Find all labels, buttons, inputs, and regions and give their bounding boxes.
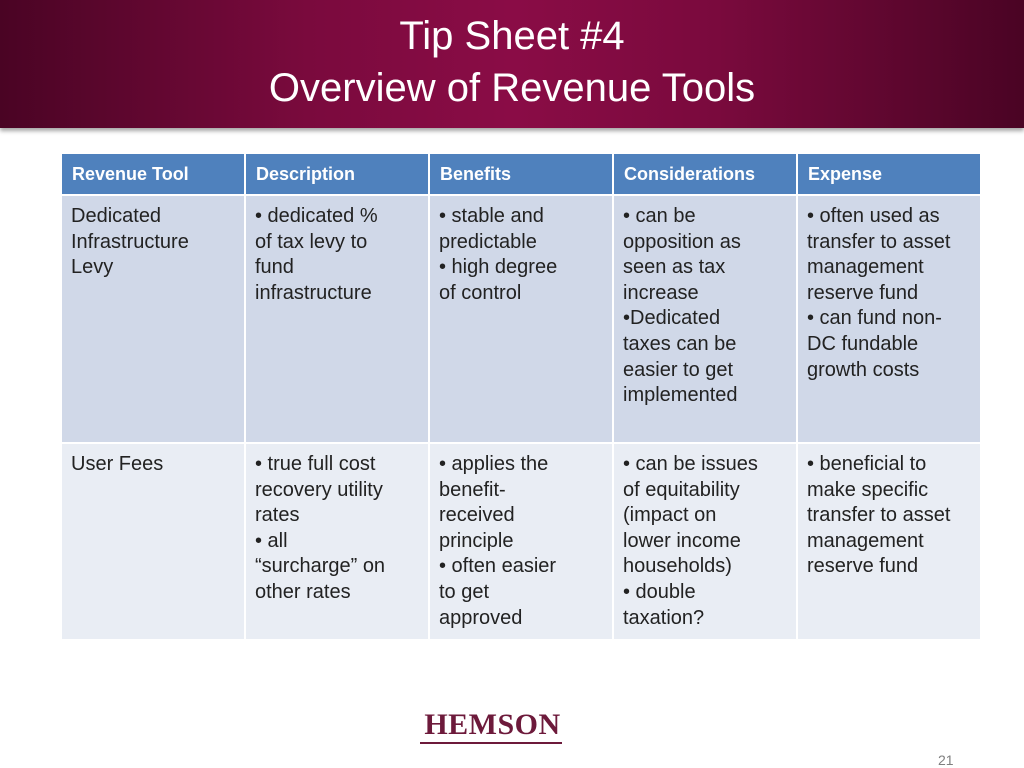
cell-line: benefit- (439, 478, 506, 501)
cell-line: Infrastructure (71, 230, 189, 253)
cell-line: User Fees (71, 453, 164, 475)
header-considerations: Considerations (614, 154, 796, 194)
cell-line: • often used as (807, 205, 940, 227)
cell-line: • can be (623, 205, 696, 227)
cell-benefits (430, 444, 612, 639)
slide-title-line2: Overview of Revenue Tools (268, 66, 756, 110)
cell-expense (798, 444, 980, 639)
cell-line: households) (623, 555, 732, 578)
cell-line: • high degree (439, 256, 558, 279)
cell-revenue-tool (62, 444, 244, 639)
cell-line: transfer to asset (807, 504, 951, 527)
cell-line: Dedicated (71, 205, 162, 227)
cell-line: rates (255, 504, 300, 527)
cell-line: • true full cost (255, 453, 376, 475)
cell-line: • can be issues (623, 453, 758, 475)
cell-considerations (614, 444, 796, 639)
cell-line: growth costs (807, 358, 920, 381)
slide-title-line1: Tip Sheet #4 (399, 14, 625, 58)
cell-revenue-tool (62, 196, 244, 442)
cell-line: (impact on (623, 504, 717, 527)
cell-line: taxation? (623, 606, 705, 629)
cell-line: infrastructure (255, 281, 372, 304)
logo-underline (420, 742, 562, 744)
cell-line: of equitability (623, 478, 740, 501)
cell-considerations (614, 196, 796, 442)
table-row (62, 444, 980, 639)
revenue-tools-table (60, 152, 982, 641)
cell-line: received (439, 504, 515, 527)
cell-line: management (807, 256, 924, 279)
cell-line: •Dedicated (623, 307, 721, 330)
cell-description (246, 196, 428, 442)
cell-line: easier to get (623, 358, 734, 381)
cell-line: approved (439, 606, 523, 629)
cell-line: • can fund non- (807, 307, 942, 330)
cell-description (246, 444, 428, 639)
header-revenue-tool: Revenue Tool (62, 154, 244, 194)
cell-line: of control (439, 281, 522, 304)
cell-line: lower income (623, 529, 741, 552)
table-row (62, 196, 980, 442)
title-banner (0, 0, 1024, 128)
cell-line: recovery utility (255, 478, 383, 501)
cell-line: opposition as (623, 230, 741, 253)
cell-line: principle (439, 529, 514, 552)
cell-line: Levy (71, 256, 114, 279)
cell-line: DC fundable (807, 332, 919, 355)
hemson-logo: HEMSON (424, 708, 561, 741)
cell-line: seen as tax (623, 256, 726, 279)
cell-line: increase (623, 281, 699, 304)
cell-line: make specific (807, 478, 929, 501)
cell-line: implemented (623, 384, 738, 407)
slide-title (0, 10, 1024, 114)
cell-benefits (430, 196, 612, 442)
cell-line: other rates (255, 580, 351, 603)
header-benefits: Benefits (430, 154, 612, 194)
cell-line: • dedicated % (255, 205, 378, 227)
cell-line: management (807, 529, 924, 552)
cell-line: to get (439, 580, 490, 603)
cell-line: of tax levy to (255, 230, 368, 253)
cell-line: • double (623, 580, 696, 603)
header-description: Description (246, 154, 428, 194)
page-number: 21 (938, 752, 954, 768)
cell-line: reserve fund (807, 281, 919, 304)
cell-line: predictable (439, 230, 537, 253)
header-expense: Expense (798, 154, 980, 194)
cell-line: taxes can be (623, 332, 737, 355)
cell-line: • often easier (439, 555, 557, 578)
cell-line: • beneficial to (807, 453, 927, 475)
cell-line: transfer to asset (807, 230, 951, 253)
cell-expense (798, 196, 980, 442)
table-header-row (62, 154, 980, 194)
cell-line: • applies the (439, 453, 549, 475)
cell-line: reserve fund (807, 555, 919, 578)
cell-line: “surcharge” on (255, 555, 386, 578)
cell-line: • all (255, 529, 288, 552)
cell-line: fund (255, 256, 294, 279)
cell-line: • stable and (439, 205, 544, 227)
